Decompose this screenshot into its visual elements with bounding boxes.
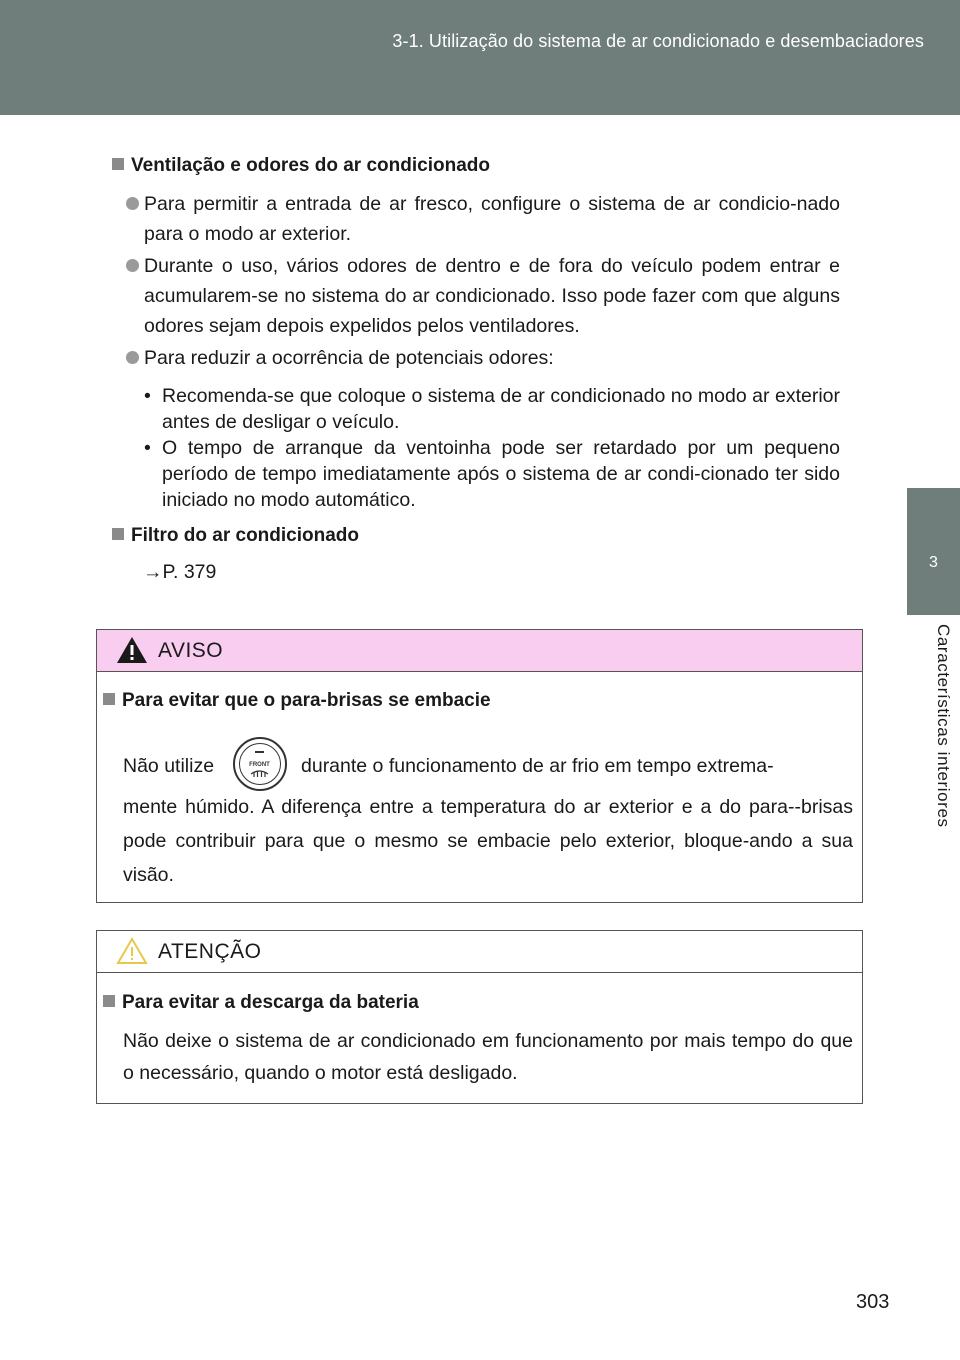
bullet-item: Para reduzir a ocorrência de potenciais odores: [126, 343, 840, 373]
page-header [0, 0, 960, 115]
bullet-item: Durante o uso, vários odores de dentro e de fora do veículo podem entrar e acumularem-se no sistema do ar condicionado. Isso pode fazer com que alguns odores sejam depois expelidos pelos ventiladores. [126, 251, 840, 341]
square-bullet-icon [103, 995, 115, 1007]
chapter-tab [907, 488, 960, 615]
front-defroster-button-icon [233, 737, 287, 791]
warning-triangle-icon [116, 636, 148, 664]
defroster-icon [240, 744, 279, 783]
circle-bullet-icon [126, 259, 139, 272]
caution-text: Não deixe o sistema de ar condicionado em funcionamento por mais tempo do que o necessário, quando o motor está desligado. [123, 1030, 853, 1084]
chapter-number: 3 [929, 554, 938, 571]
square-bullet-icon [103, 693, 115, 705]
warning-box [96, 629, 863, 903]
page-reference-link[interactable]: →P. 379 [143, 561, 217, 583]
square-bullet-icon [112, 528, 124, 540]
square-bullet-icon [112, 158, 124, 170]
bullet-item: Para permitir a entrada de ar fresco, configure o sistema de ar condicio-nado para o modo ar exterior. [126, 189, 840, 249]
warning-section-heading: Para evitar que o para-brisas se embacie [103, 690, 491, 712]
section-heading-ventilation: Ventilação e odores do ar condicionado [112, 155, 490, 177]
sub-list-item: • O tempo de arranque da ventoinha pode ser retardado por um pequeno período de tempo imediatamente após o sistema de ar condi-cionado ter sido iniciado no modo automático. [144, 437, 840, 511]
caution-box-header [97, 931, 862, 973]
section-heading-filter: Filtro do ar condicionado [112, 525, 359, 547]
chapter-title: 3-1. Utilização do sistema de ar condicionado e desembaciadores [392, 31, 924, 51]
caution-box [96, 930, 863, 1104]
warning-title: AVISO [158, 639, 224, 662]
circle-bullet-icon [126, 351, 139, 364]
warning-text-before: Não utilize [123, 755, 215, 777]
caution-title: ATENÇÃO [158, 940, 262, 963]
warning-box-header [97, 630, 862, 672]
svg-text:FRONT: FRONT [249, 762, 270, 768]
warning-text-rest: mente húmido. A diferença entre a temperatura do ar exterior e a do para--brisas pode contribuir para que o mesmo se embacie pelo exterior, bloque-ando a sua visão. [123, 796, 853, 886]
chapter-label: Características interiores [934, 624, 953, 828]
warning-text-after: durante o funcionamento de ar frio em tempo extrema- [301, 755, 774, 777]
sub-list-item: • Recomenda-se que coloque o sistema de ar condicionado no modo ar exterior antes de desligar o veículo. [144, 385, 840, 433]
caution-triangle-icon [116, 937, 148, 965]
caution-section-heading: Para evitar a descarga da bateria [103, 992, 419, 1014]
circle-bullet-icon [126, 197, 139, 210]
page-number: 303 [856, 1291, 890, 1313]
